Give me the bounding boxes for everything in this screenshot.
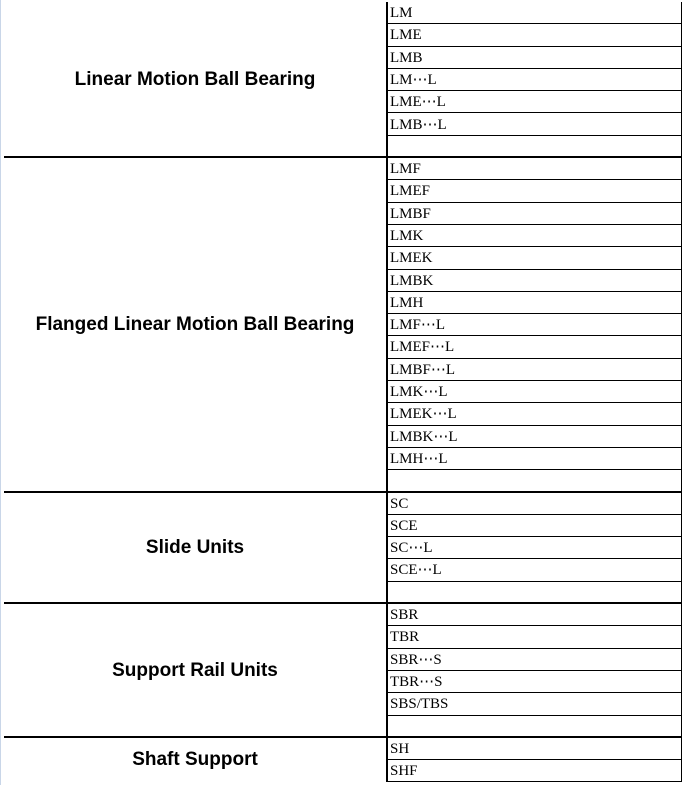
category-group (4, 738, 682, 783)
model-list (388, 604, 682, 738)
model-cell: LME⋯L (388, 91, 681, 113)
model-cell: LMBK⋯L (388, 426, 681, 448)
category-cell (4, 738, 388, 783)
model-cell (388, 470, 681, 492)
model-cell: LMH (388, 292, 681, 314)
category-group (4, 158, 682, 493)
model-cell: LMH⋯L (388, 448, 681, 470)
model-list (388, 738, 682, 783)
category-group (4, 493, 682, 605)
model-cell (388, 582, 681, 604)
model-cell: LM (388, 2, 681, 24)
model-cell: LMBF⋯L (388, 359, 681, 381)
model-list (388, 158, 682, 493)
model-cell: LMK⋯L (388, 381, 681, 403)
category-label: Linear Motion Ball Bearing (74, 69, 316, 91)
category-group (4, 604, 682, 738)
category-cell (4, 493, 388, 605)
model-cell: LM⋯L (388, 69, 681, 91)
model-cell: SH (388, 738, 681, 760)
model-cell (388, 716, 681, 738)
model-cell: LMEK (388, 247, 681, 269)
model-cell: SBR (388, 604, 681, 626)
model-cell: SCE (388, 515, 681, 537)
category-cell (4, 158, 388, 493)
category-label: Support Rail Units (112, 659, 278, 681)
category-cell (4, 2, 388, 158)
model-cell: LMEF (388, 180, 681, 202)
model-cell: LMEF⋯L (388, 336, 681, 358)
model-cell: TBR⋯S (388, 671, 681, 693)
category-cell (4, 604, 388, 738)
model-cell: LMK (388, 225, 681, 247)
model-cell: SHF (388, 760, 681, 782)
category-label: Shaft Support (132, 749, 258, 771)
model-cell: SCE⋯L (388, 559, 681, 581)
model-list (388, 2, 682, 158)
model-cell: SBS/TBS (388, 693, 681, 715)
model-cell (388, 136, 681, 158)
model-list (388, 493, 682, 605)
model-cell: LMB⋯L (388, 114, 681, 136)
category-label: Slide Units (145, 537, 245, 559)
model-cell: LMF⋯L (388, 314, 681, 336)
model-cell: LMB (388, 47, 681, 69)
model-cell: SC⋯L (388, 537, 681, 559)
model-cell: LMBF (388, 203, 681, 225)
category-group (4, 2, 682, 158)
model-cell: LME (388, 24, 681, 46)
model-cell: SC (388, 493, 681, 515)
model-cell: TBR (388, 626, 681, 648)
category-label: Flanged Linear Motion Ball Bearing (35, 314, 355, 336)
model-cell: LMEK⋯L (388, 403, 681, 425)
model-cell: LMBK (388, 270, 681, 292)
model-cell: SBR⋯S (388, 649, 681, 671)
model-cell: LMF (388, 158, 681, 180)
